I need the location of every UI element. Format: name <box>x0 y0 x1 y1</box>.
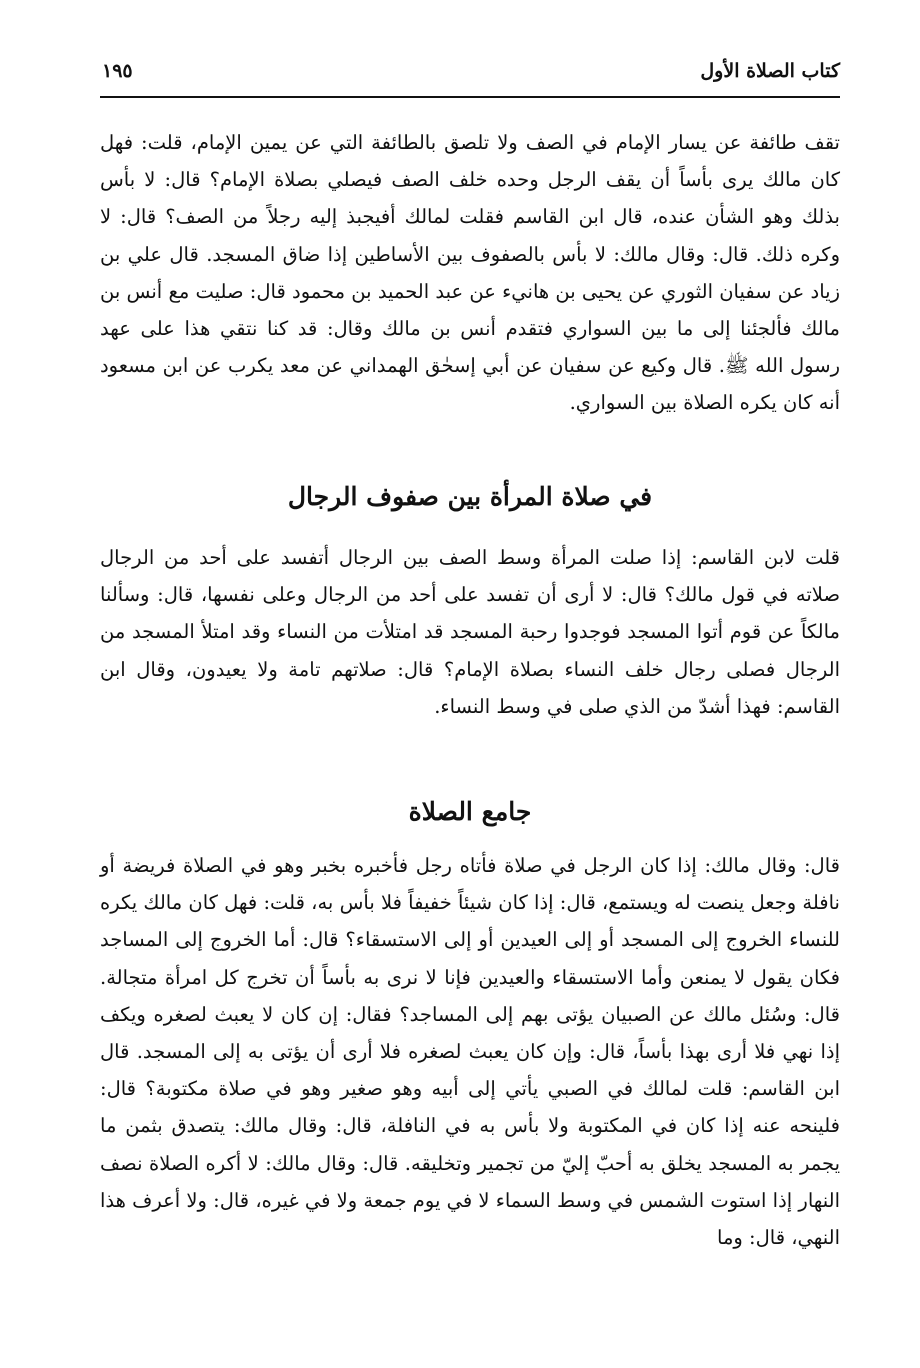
running-title: كتاب الصلاة الأول <box>700 60 840 82</box>
paragraph-woman-prayer: قلت لابن القاسم: إذا صلت المرأة وسط الصف بين الرجال أتفسد على أحد من الرجال صلاته في قول مالك؟ قال: لا أرى أن تفسد على أحد من الرجال وعلى نفسها، قال: وسألنا مالكاً عن قوم أتوا المسجد فوجدوا رحبة المسجد قد امتلأت من النساء وقد امتلأ المسجد من الرجال فصلى رجال خلف النساء بصلاة الإمام؟ قال: صلاتهم تامة ولا يعيدون، وقال ابن القاسم: فهذا أشدّ من الذي صلى في وسط النساء. <box>100 546 840 718</box>
page-header <box>100 56 840 98</box>
section-heading-jami-salat: جامع الصلاة <box>408 797 532 826</box>
page-number: ١٩٥ <box>102 60 133 82</box>
section-heading-woman-prayer: في صلاة المرأة بين صفوف الرجال <box>287 482 653 511</box>
paragraph-jami-salat: قال: وقال مالك: إذا كان الرجل في صلاة فأتاه رجل فأخبره بخبر وهو في الصلاة فريضة أو نافلة وجعل ينصت له ويستمع، قال: إذا كان شيئاً خفيفاً فلا بأس به، قلت: فهل كان مالك يكره للنساء الخروج إلى المسجد أو إلى العيدين أو إلى الاستسقاء؟ قال: أما الخروج إلى المساجد فكان يقول لا يمنعن وأما الاستسقاء والعيدين فإنا لا نرى به بأساً أن تخرج كل امرأة متجالة. قال: وسُئل مالك عن الصبيان يؤتى بهم إلى المساجد؟ فقال: إن كان لا يعبث لصغره ويكف إذا نهي فلا أرى بهذا بأساً، قال: وإن كان يعبث لصغره فلا أرى أن يؤتى به إلى المسجد. قال ابن القاسم: قلت لمالك في الصبي يأتي إلى أبيه وهو صغير وهو في صلاة مكتوبة؟ قال: فلينحه عنه إذا كان في المكتوبة ولا بأس به في النافلة، قال: وقال مالك: يتصدق بثمن ما يجمر به المسجد يخلق به أحبّ إليّ من تجمير وتخليقه. قال: وقال مالك: لا أكره الصلاة نصف النهار إذا استوت الشمس في وسط السماء لا في يوم جمعة ولا في غيره، قال: ولا أعرف هذا النهي، قال: وما <box>100 854 840 1250</box>
paragraph-imam-rows: تقف طائفة عن يسار الإمام في الصف ولا تلصق بالطائفة التي عن يمين الإمام، قلت: فهل كان مالك يرى بأساً أن يقف الرجل وحده خلف الصف فيصلي بصلاة الإمام؟ قال: لا بأس بذلك وهو الشأن عنده، قال ابن القاسم فقلت لمالك أفيجبذ إليه رجلاً من الصف؟ قال: لا وكره ذلك. قال: وقال مالك: لا بأس بالصفوف بين الأساطين إذا ضاق المسجد. قال علي بن زياد عن سفيان الثوري عن يحيى بن هانيء عن عبد الحميد بن محمود قال: صليت مع أنس بن مالك فألجئنا إلى ما بين السواري فتقدم أنس بن مالك وقال: قد كنا نتقي هذا على عهد رسول الله ﷺ. قال وكيع عن سفيان عن أبي إسحٰق الهمداني عن معد يكرب عن ابن مسعود أنه كان يكره الصلاة بين السواري. <box>100 131 840 415</box>
